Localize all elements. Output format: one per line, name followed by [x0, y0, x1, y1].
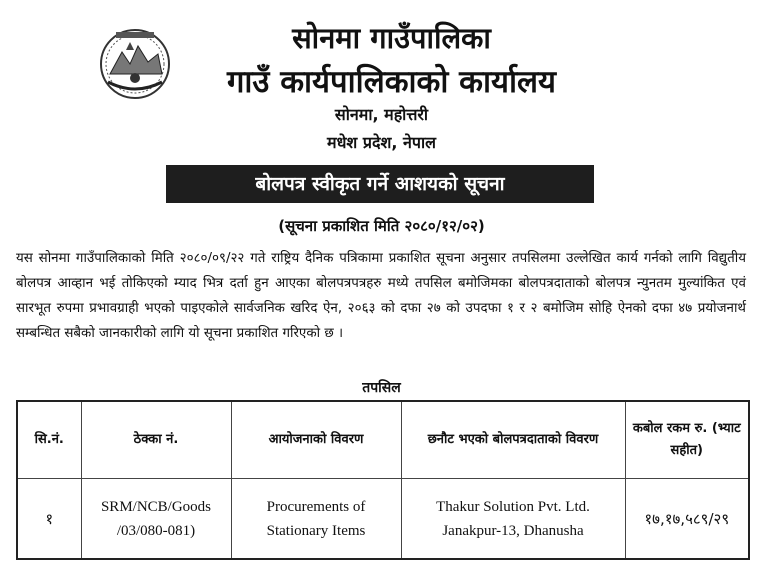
- cell-project: Procurements of Stationary Items: [231, 479, 401, 560]
- office-title-line1: सोनमा गाउँपालिका: [292, 21, 491, 55]
- table-row: [17, 479, 749, 560]
- location-line1: सोनमा, महोत्तरी: [334, 105, 429, 124]
- header-bidder: छनौट भएको बोलपत्रदाताको विवरण: [401, 401, 625, 479]
- table-header-row: [17, 401, 749, 479]
- header-amount: कबोल रकम रु. (भ्याट सहीत): [625, 401, 749, 479]
- cell-contract-no: SRM/NCB/Goods /03/080-081): [81, 479, 231, 560]
- notice-title-banner: बोलपत्र स्वीकृत गर्ने आशयको सूचना: [166, 165, 594, 203]
- annex-label: तपसिल: [362, 380, 401, 396]
- header-sn: सि.नं.: [17, 401, 81, 479]
- location-line2: मधेश प्रदेश, नेपाल: [327, 133, 436, 152]
- header-contract-no: ठेक्का नं.: [81, 401, 231, 479]
- bid-table: [16, 400, 750, 560]
- published-date: (सूचना प्रकाशित मिति २०८०/१२/०२): [278, 217, 485, 235]
- office-title-line2: गाउँ कार्यपालिकाको कार्यालय: [226, 64, 557, 100]
- cell-bidder: Thakur Solution Pvt. Ltd. Janakpur-13, Dhanusha: [401, 479, 625, 560]
- cell-amount: १७,१७,५८९/२९: [625, 479, 749, 560]
- cell-sn: १: [17, 479, 81, 560]
- header-project: आयोजनाको विवरण: [231, 401, 401, 479]
- notice-body: यस सोनमा गाउँपालिकाको मिति २०८०/०९/२२ गते राष्ट्रिय दैनिक पत्रिकामा प्रकाशित सूचना अनुसार तपसिलमा उल्लेखित कार्य गर्नको लागि विद्युतीय बोलपत्र आव्हान भई तोकिएको म्याद भित्र दर्ता हुन आएका बोलपत्रपत्रहरु मध्ये तपसिल बमोजिमका बोलपत्रदाताको बोलपत्र न्युनतम मुल्यांकित एवं सारभूत रुपमा प्रभावग्राही भएको पाइएकोले सार्वजनिक खरिद ऐन, २०६३ को दफा २७ को उपदफा १ र २ बमोजिम सोहि ऐनको दफा ४७ प्रयोजनार्थ सम्बन्धित सबैको जानकारीको लागि यो सूचना प्रकाशित गरिएको छ ।: [16, 251, 746, 341]
